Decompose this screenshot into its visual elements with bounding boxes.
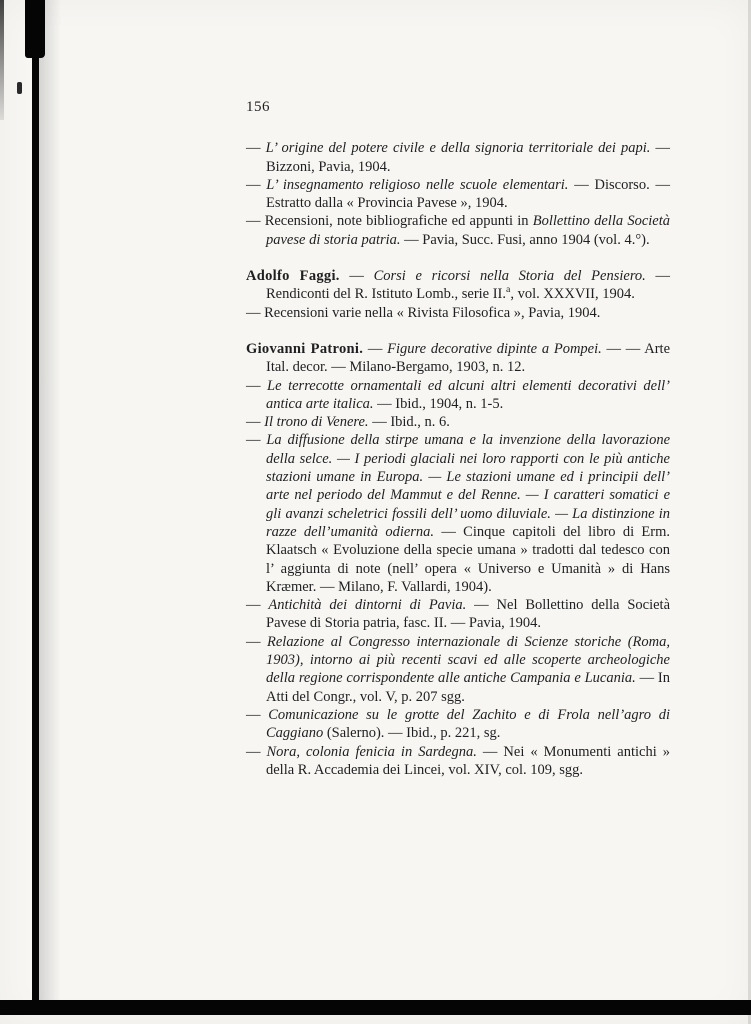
superscript-text: a <box>506 284 511 296</box>
entry-text: — Recensioni, note bibliografiche ed appunti in <box>246 213 533 230</box>
entry-text: — <box>246 140 266 157</box>
text-block <box>246 98 670 779</box>
bibliography <box>246 139 670 779</box>
entry-text: — <box>246 176 267 193</box>
entry-text: — — Arte Ital. decor. — Milano-Bergamo, 1903, n. 12. <box>266 340 670 376</box>
scan-left-edge-speck <box>17 82 22 94</box>
work-title: Comunicazione su le grotte del Zachito e di Frola nell’agro di Caggiano <box>266 706 670 742</box>
entry-text: — <box>246 743 267 760</box>
bibliography-entry <box>246 633 670 706</box>
entry-text: — Bizzoni, Pavia, 1904. <box>266 140 671 175</box>
work-title: Bollettino della Società pavese di storia patria. <box>266 213 670 248</box>
work-title: Corsi e ricorsi nella Storia del Pensiero. <box>373 268 646 285</box>
entry-text: — <box>246 377 268 394</box>
bibliography-author-entry <box>246 340 670 377</box>
work-title: Antichità dei dintorni di Pavia. <box>268 597 467 614</box>
entry-text: — <box>339 268 374 285</box>
entry-text: — <box>246 706 269 723</box>
entry-text: , vol. XXXVII, 1904. <box>510 286 635 303</box>
scan-spine-mark <box>32 0 39 1006</box>
bibliography-entry <box>246 377 670 414</box>
scan-spine-shadow <box>39 0 61 1006</box>
bibliography-entry <box>246 431 670 596</box>
entry-text: — Nel Bollettino della Società Pavese di Storia patria, fasc. II. — Pavia, 1904. <box>266 597 671 632</box>
author-name: Giovanni Patroni. <box>246 340 364 357</box>
entry-text: — <box>246 633 268 650</box>
scan-spine-top-blob <box>25 0 45 58</box>
entry-text: — In Atti del Congr., vol. V, p. 207 sgg. <box>266 670 670 705</box>
work-title: L’ insegnamento religioso nelle scuole elementari. <box>266 176 569 193</box>
entry-text: — <box>246 414 265 431</box>
entry-text: — <box>246 432 267 449</box>
entry-text: — Discorso. — Estratto dalla « Provincia Pavese », 1904. <box>266 176 670 212</box>
entry-text: — Pavia, Succ. Fusi, anno 1904 (vol. 4.°). <box>400 231 650 248</box>
author-name: Adolfo Faggi. <box>246 268 340 285</box>
bibliography-entry <box>246 413 670 431</box>
entry-text: — Cinque capitoli del libro di Erm. Klaatsch « Evoluzione della specie umana » tradotti dal tedesco con l’ aggiunta di note (nell’ opera « Universo e Umanità » di Hans Kræmer. — Milano, F. Vallardi, 1904). <box>266 523 671 595</box>
entry-text: — Nei « Monumenti antichi » della R. Accademia dei Lincei, vol. XIV, col. 109, sgg. <box>266 743 670 778</box>
bibliography-entry <box>246 176 670 213</box>
work-title: Nora, colonia fenicia in Sardegna. <box>266 743 477 760</box>
bibliography-entry <box>246 596 670 633</box>
bibliography-entry <box>246 743 670 780</box>
work-title: Relazione al Congresso internazionale di Scienze storiche (Roma, 1903), intorno ai più recenti scavi ed alle scoperte archeologiche della regione corrispondente alle antiche Campania e Lucania. <box>266 633 671 687</box>
bibliography-entry <box>246 304 670 322</box>
entry-text: — <box>246 597 269 614</box>
scan-left-edge-mark <box>0 0 4 120</box>
bibliography-entry <box>246 139 670 176</box>
bibliography-entry <box>246 212 670 249</box>
scan-bottom-edge-bar <box>0 1000 751 1015</box>
entry-text: — <box>363 340 388 357</box>
entry-text: — Rendiconti del R. Istituto Lomb., serie II. <box>266 268 670 303</box>
work-title: La diffusione della stirpe umana e la invenzione della lavorazione della selce. — I periodi glaciali nei loro rapporti con le più antiche stazioni umane in Europa. — Le stazioni umane ed i principii dell’ arte nel periodo del Mammut e del Renne. — I caratteri somatici e gli avanzi scheletrici fossili dell’ uomo diluviale. — La distinzione in razze dell’umanità odierna. <box>266 432 671 540</box>
work-title: Figure decorative dipinte a Pompei. <box>387 340 602 357</box>
entry-text: — Ibid., n. 6. <box>368 414 450 431</box>
page-number: 156 <box>246 99 270 115</box>
work-title: L’ origine del potere civile e della signoria territoriale dei papi. <box>265 140 651 157</box>
entry-text: — Ibid., 1904, n. 1-5. <box>373 395 504 412</box>
work-title: Il trono di Venere. <box>264 414 369 431</box>
work-title: Le terrecotte ornamentali ed alcuni altri elementi decorativi dell’ antica arte italica. <box>266 377 670 412</box>
bibliography-entry <box>246 706 670 743</box>
entry-text: (Salerno). — Ibid., p. 221, sg. <box>323 725 501 742</box>
entry-text: — Recensioni varie nella « Rivista Filosofica », Pavia, 1904. <box>246 304 601 321</box>
bibliography-author-entry <box>246 267 670 304</box>
